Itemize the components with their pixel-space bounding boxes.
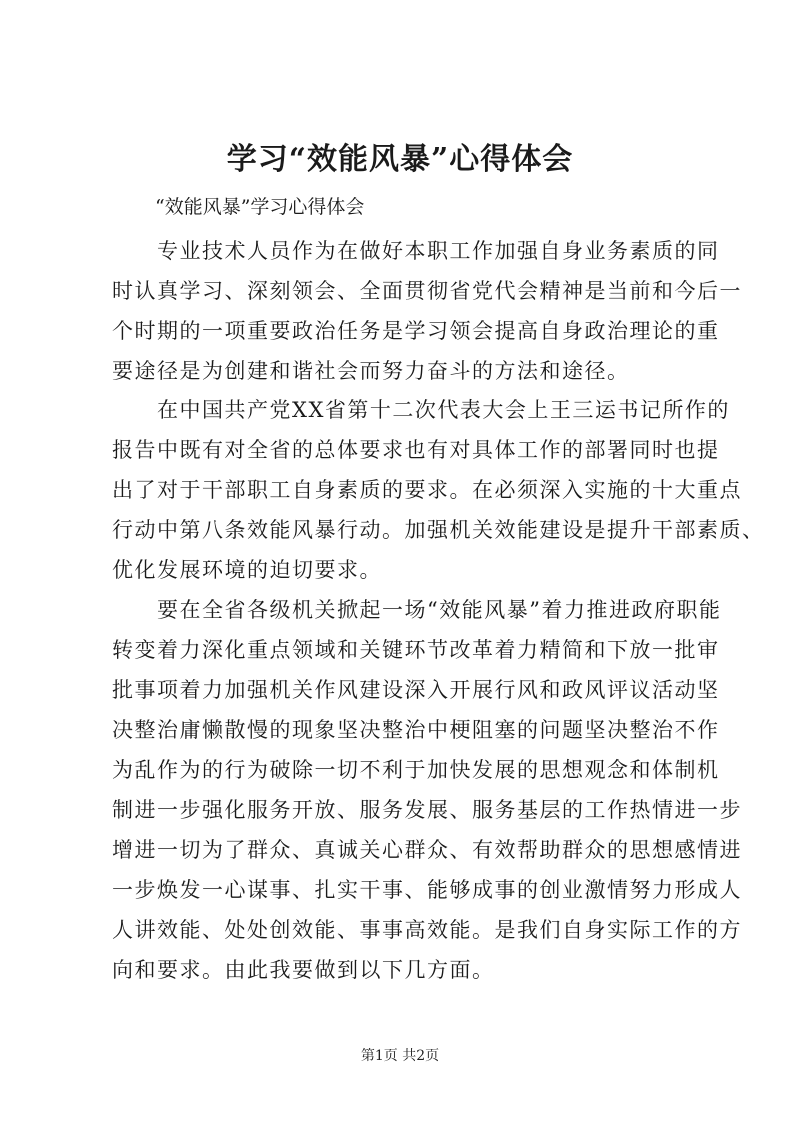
body-line: 行动中第八条效能风暴行动。加强机关效能建设是提升干部素质、 xyxy=(112,518,765,542)
body-line: 报告中既有对全省的总体要求也有对具体工作的部署同时也提 xyxy=(112,438,720,462)
body-line: 向和要求。由此我要做到以下几方面。 xyxy=(112,958,495,982)
document-subtitle: “效能风暴”学习心得体会 xyxy=(155,196,365,218)
body-line: 制进一步强化服务开放、服务发展、服务基层的工作热情进一步 xyxy=(112,798,742,822)
body-line: 个时期的一项重要政治任务是学习领会提高自身政治理论的重 xyxy=(112,319,720,343)
body-line: 决整治庸懒散慢的现象坚决整治中梗阻塞的问题坚决整治不作 xyxy=(112,718,720,742)
body-line: 增进一切为了群众、真诚关心群众、有效帮助群众的思想感情进 xyxy=(112,838,742,862)
body-line: 转变着力深化重点领域和关键环节改革着力精简和下放一批审 xyxy=(112,638,720,662)
body-line: 专业技术人员作为在做好本职工作加强自身业务素质的同 xyxy=(112,239,720,263)
body-line: 要途径是为创建和谐社会而努力奋斗的方法和途径。 xyxy=(112,359,630,383)
body-line: 在中国共产党XX省第十二次代表大会上王三运书记所作的 xyxy=(112,398,730,422)
body-line: 一步焕发一心谋事、扎实干事、能够成事的创业激情努力形成人 xyxy=(112,878,742,902)
document-title: 学习“效能风暴”心得体会 xyxy=(226,142,574,177)
body-line: 要在全省各级机关掀起一场“效能风暴”着力推进政府职能 xyxy=(112,598,722,622)
body-line: 时认真学习、深刻领会、全面贯彻省党代会精神是当前和今后一 xyxy=(112,279,742,303)
body-line: 出了对于干部职工自身素质的要求。在必须深入实施的十大重点 xyxy=(112,478,742,502)
body-line: 优化发展环境的迫切要求。 xyxy=(112,558,382,582)
body-line: 为乱作为的行为破除一切不利于加快发展的思想观念和体制机 xyxy=(112,758,720,782)
page-footer: 第1页 共2页 xyxy=(360,1048,440,1064)
body-line: 批事项着力加强机关作风建设深入开展行风和政风评议活动坚 xyxy=(112,678,720,702)
body-line: 人讲效能、处处创效能、事事高效能。是我们自身实际工作的方 xyxy=(112,918,742,942)
